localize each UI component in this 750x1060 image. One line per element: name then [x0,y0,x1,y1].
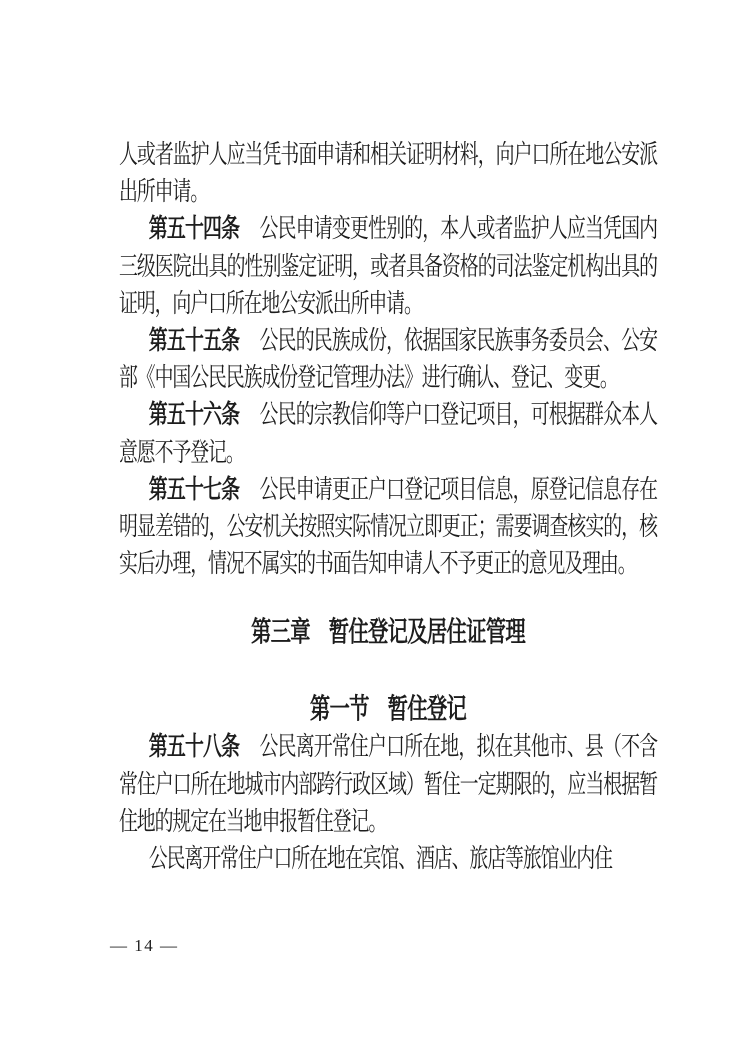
article-55-text: 公民的民族成份，依据国家民族事务委员会、公安部《中国公民民族成份登记管理办法》进行确认、登记、变更。 [119,326,657,393]
section-title: 暂住登记 [387,693,467,725]
article-54-text: 公民申请变更性别的，本人或者监护人应当凭国内三级医院出具的性别鉴定证明，或者具备资格的司法鉴定机构出具的证明，向户口所在地公安派出所申请。 [119,214,657,318]
article-57-text: 公民申请更正户口登记项目信息，原登记信息存在明显差错的，公安机关按照实际情况立即更正；需要调查核实的，核实后办理，情况不属实的书面告知申请人不予更正的意见及理由。 [119,474,657,579]
article-54 [119,210,657,322]
article-55 [119,322,657,396]
chapter-number: 第三章 [250,616,310,648]
article-58-number: 第五十八条 [148,731,240,762]
article-55-number: 第五十五条 [148,325,240,356]
article-58 [119,728,657,840]
article-56-text: 公民的宗教信仰等户口登记项目，可根据群众本人意愿不予登记。 [119,400,657,467]
article-57 [119,471,657,583]
page-number: — 14 — [110,936,179,955]
document-body [119,136,657,877]
chapter-heading [119,613,657,651]
article-58-text: 公民离开常住户口所在地，拟在其他市、县（不含常住户口所在地城市内部跨行政区域）暂住一定期限的，应当根据暂住地的规定在当地申报暂住登记。 [119,732,657,836]
section-heading [119,690,657,728]
section-number: 第一节 [309,693,369,725]
article-56-number: 第五十六条 [148,399,240,430]
paragraph-continuation: 人或者监护人应当凭书面申请和相关证明材料，向户口所在地公安派出所申请。 [119,140,657,207]
chapter-title: 暂住登记及居住证管理 [328,616,526,648]
article-57-number: 第五十七条 [148,473,240,504]
article-58-paragraph-2: 公民离开常住户口所在地在宾馆、酒店、旅店等旅馆业内住 [148,844,612,874]
article-56 [119,396,657,470]
article-54-number: 第五十四条 [148,213,240,244]
